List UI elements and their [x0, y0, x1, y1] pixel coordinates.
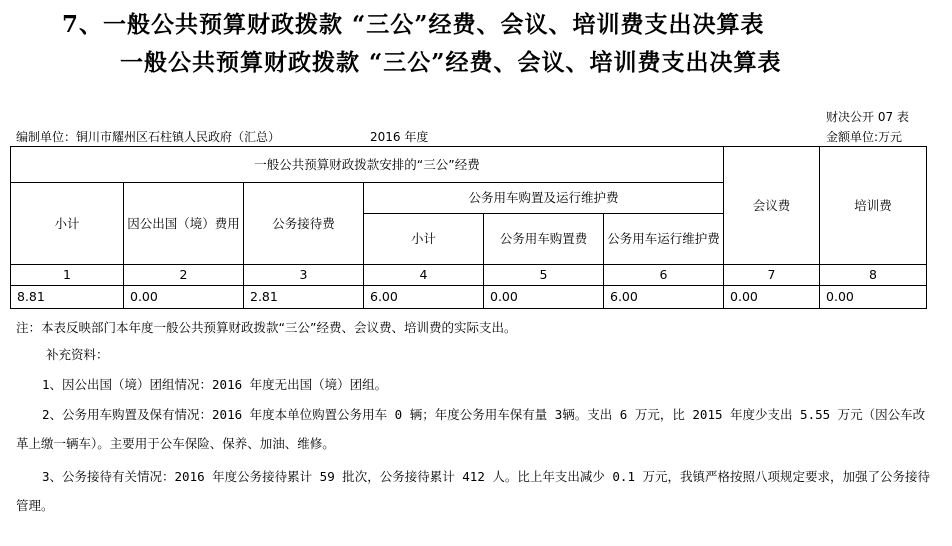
compiling-unit: 编制单位：铜川市耀州区石柱镇人民政府（汇总） — [16, 130, 281, 144]
form-number: 财决公开 07 表 — [826, 110, 909, 124]
value-cell: 6.00 — [604, 286, 724, 309]
vehicle-purchase-header: 公务用车购置费 — [484, 214, 604, 265]
document-title-numbered: 7、一般公共预算财政拨款 “三公”经费、会议、培训费支出决算表 — [62, 11, 765, 38]
vehicle-operation-header: 公务用车运行维护费 — [604, 214, 724, 265]
expenditure-table — [10, 146, 927, 309]
supplement-item: 1、因公出国（境）团组情况：2016 年度无出国（境）团组。 — [42, 377, 388, 392]
supplement-item: 3、公务接待有关情况：2016 年度公务接待累计 59 批次，公务接待累计 412 人。比上年支出减少 0.1 万元，我镇严格按照八项规定要求，加强了公务接待管理。 — [16, 469, 931, 513]
subtotal-header: 小计 — [11, 183, 124, 265]
column-number: 3 — [244, 265, 364, 286]
value-cell: 0.00 — [820, 286, 927, 309]
column-number: 6 — [604, 265, 724, 286]
supplement-title: 补充资料： — [46, 347, 109, 362]
training-header: 培训费 — [820, 147, 927, 265]
value-cell: 6.00 — [364, 286, 484, 309]
column-number: 8 — [820, 265, 927, 286]
table-note: 注：本表反映部门本年度一般公共预算财政拨款“三公”经费、会议费、培训费的实际支出。 — [16, 320, 517, 335]
reception-header: 公务接待费 — [244, 183, 364, 265]
abroad-header: 因公出国（境）费用 — [124, 183, 244, 265]
supplement-item: 2、公务用车购置及保有情况：2016 年度本单位购置公务用车 0 辆；年度公务用车保有量 3辆。支出 6 万元，比 2015 年度少支出 5.55 万元（因公车改革上缴一辆车）。主要用于公车保险、保养、加油、维修。 — [16, 407, 926, 451]
column-number: 7 — [724, 265, 820, 286]
value-cell: 8.81 — [11, 286, 124, 309]
column-number: 4 — [364, 265, 484, 286]
value-cell: 0.00 — [724, 286, 820, 309]
value-cell: 0.00 — [484, 286, 604, 309]
vehicle-group-header: 公务用车购置及运行维护费 — [364, 183, 724, 214]
vehicle-subtotal-header: 小计 — [364, 214, 484, 265]
value-cell: 0.00 — [124, 286, 244, 309]
column-number: 2 — [124, 265, 244, 286]
column-number: 5 — [484, 265, 604, 286]
amount-unit: 金额单位:万元 — [826, 130, 903, 144]
fiscal-year: 2016 年度 — [370, 130, 429, 144]
column-number: 1 — [11, 265, 124, 286]
document-title: 一般公共预算财政拨款 “三公”经费、会议、培训费支出决算表 — [120, 49, 782, 76]
value-cell: 2.81 — [244, 286, 364, 309]
three-public-header: 一般公共预算财政拨款安排的“三公”经费 — [11, 147, 724, 183]
meeting-header: 会议费 — [724, 147, 820, 265]
